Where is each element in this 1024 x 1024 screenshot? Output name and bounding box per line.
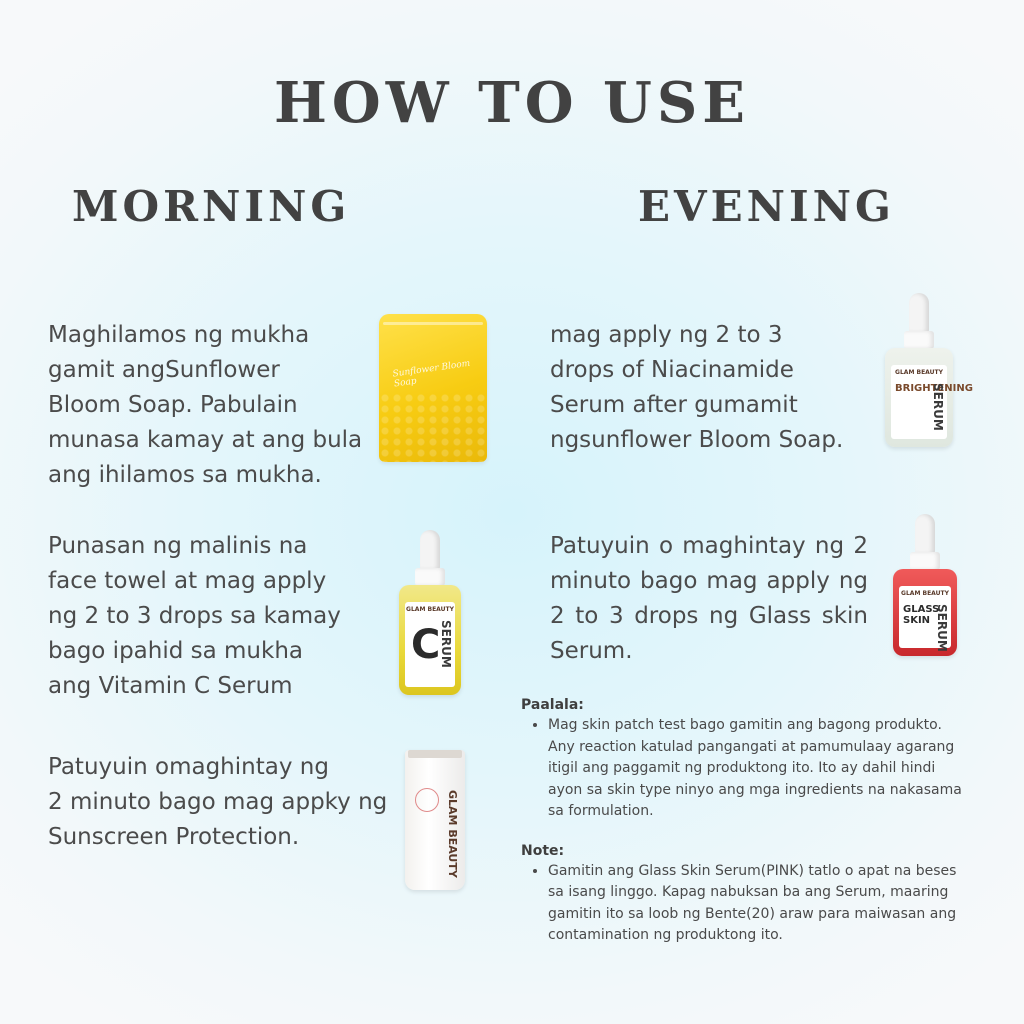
morning-step-1: Maghilamos ng mukha gamit angSunflower Bloom Soap. Pabulain munasa kamay at ang bula ang ihilamos sa mukha. (48, 322, 363, 488)
glass-skin-serum-bottle-image (893, 514, 957, 656)
brightening-word: BRIGHTENING (895, 383, 973, 394)
vitamin-c-letter: C (411, 622, 441, 668)
sunscreen-tube-image (405, 750, 465, 890)
serum-vertical-label: SERUM (935, 604, 949, 652)
dropper-cap (909, 293, 929, 333)
evening-heading: EVENING (638, 182, 895, 231)
page-title: HOW TO USE (274, 70, 750, 136)
glass-skin-word: GLASS SKIN (903, 604, 940, 626)
tube-brand-vertical: GLAM BEAUTY (446, 790, 459, 878)
spf-sun-icon (415, 788, 439, 812)
paalala-list (521, 715, 971, 823)
dropper-cap (915, 514, 935, 554)
dropper-cap (420, 530, 440, 570)
bottle-brand: GLAM BEAUTY (895, 369, 943, 376)
note-label: Note: (521, 842, 565, 859)
soap-script-label: Sunflower Bloom Soap (391, 358, 471, 390)
bottle-collar (904, 331, 934, 349)
evening-step-1: mag apply ng 2 to 3 drops of Niacinamide Serum after gumamit ngsunflower Bloom Soap. (550, 322, 844, 453)
bottle-collar (415, 568, 445, 586)
serum-vertical-label: SERUM (439, 620, 453, 668)
sunflower-soap-pouch-image (379, 314, 487, 462)
paalala-label: Paalala: (521, 697, 584, 713)
evening-step-2: Patuyuin o maghintay ng 2 minuto bago mag apply ng 2 to 3 drops ng Glass skin Serum. (550, 533, 868, 664)
bottle-brand: GLAM BEAUTY (406, 606, 454, 613)
note-list (521, 861, 971, 947)
niacinamide-serum-bottle-image (885, 293, 973, 447)
vitamin-c-serum-bottle-image (399, 530, 461, 695)
honeycomb-pattern (379, 392, 487, 462)
note-item: • Gamitin ang Glass Skin Serum(PINK) tatlo o apat na beses sa isang linggo. Kapag nabuksan ba ang Serum, maaring gamitin ito sa loob ng Bente(20) araw para maiwasan ang contamination ng produktong ito. (548, 861, 971, 947)
morning-step-2: Punasan ng malinis na face towel at mag apply ng 2 to 3 drops sa kamay bago ipahid sa mukha ang Vitamin C Serum (48, 533, 341, 699)
morning-step-3: Patuyuin omaghintay ng 2 minuto bago mag appky ng Sunscreen Protection. (48, 754, 388, 850)
notes-section (521, 697, 971, 967)
bottle-brand: GLAM BEAUTY (901, 590, 949, 597)
bottle-collar (910, 552, 940, 570)
morning-heading: MORNING (72, 182, 351, 231)
serum-vertical-label: SERUM (931, 383, 945, 431)
paalala-item: • Mag skin patch test bago gamitin ang bagong produkto. Any reaction katulad pangangati at pamumulaay agarang itigil ang paggamit ng produktong ito. Ito ay dahil hindi ayon sa skin type ninyo ang mga ingredients na nakasama sa formulation. (548, 715, 971, 823)
